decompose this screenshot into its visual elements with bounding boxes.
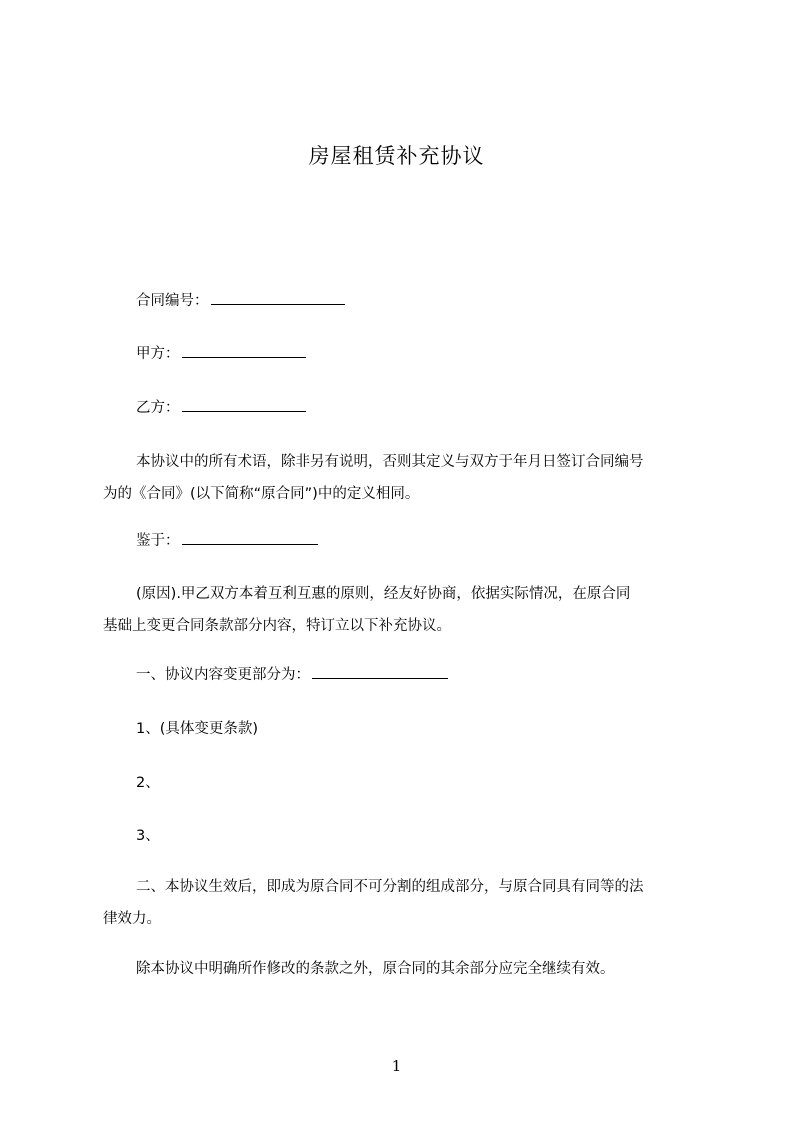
item-1: 1、(具体变更条款) <box>136 721 259 737</box>
party-b-label: 乙方： <box>136 400 180 416</box>
item-2: 2、 <box>136 775 160 791</box>
party-b-field <box>136 397 306 419</box>
reason-paragraph <box>103 583 703 637</box>
page-number: 1 <box>391 1057 402 1075</box>
section-1-blank[interactable] <box>312 664 448 679</box>
section-1-label: 一、协议内容变更部分为： <box>136 667 310 683</box>
definitions-paragraph <box>103 451 703 505</box>
reason-line-1: (原因).甲乙双方本着互利互惠的原则，经友好协商，依据实际情况，在原合同 <box>136 586 631 602</box>
section-1-heading <box>136 664 448 686</box>
party-a-field <box>136 343 306 365</box>
section-2-line-1: 二、本协议生效后，即成为原合同不可分割的组成部分，与原合同具有同等的法 <box>136 879 644 895</box>
contract-number-blank[interactable] <box>211 290 345 305</box>
section-2-paragraph <box>103 876 703 930</box>
contract-number-field <box>136 290 345 312</box>
definitions-line-1: 本协议中的所有术语，除非另有说明，否则其定义与双方于年月日签订合同编号 <box>136 454 644 470</box>
document-title: 房屋租赁补充协议 <box>308 144 485 168</box>
closing-paragraph: 除本协议中明确所作修改的条款之外，原合同的其余部分应完全继续有效。 <box>136 961 615 977</box>
party-b-blank[interactable] <box>182 397 306 412</box>
party-a-label: 甲方： <box>136 346 180 362</box>
item-3: 3、 <box>136 828 160 844</box>
whereas-label: 鉴于： <box>136 533 180 549</box>
whereas-field <box>136 530 318 552</box>
party-a-blank[interactable] <box>182 343 306 358</box>
section-2-line-2: 律效力。 <box>103 911 161 927</box>
contract-number-label: 合同编号： <box>136 293 209 309</box>
definitions-line-2: 为的《合同》(以下简称“原合同”)中的定义相同。 <box>103 486 420 502</box>
whereas-blank[interactable] <box>182 530 318 545</box>
reason-line-2: 基础上变更合同条款部分内容，特订立以下补充协议。 <box>103 618 451 634</box>
